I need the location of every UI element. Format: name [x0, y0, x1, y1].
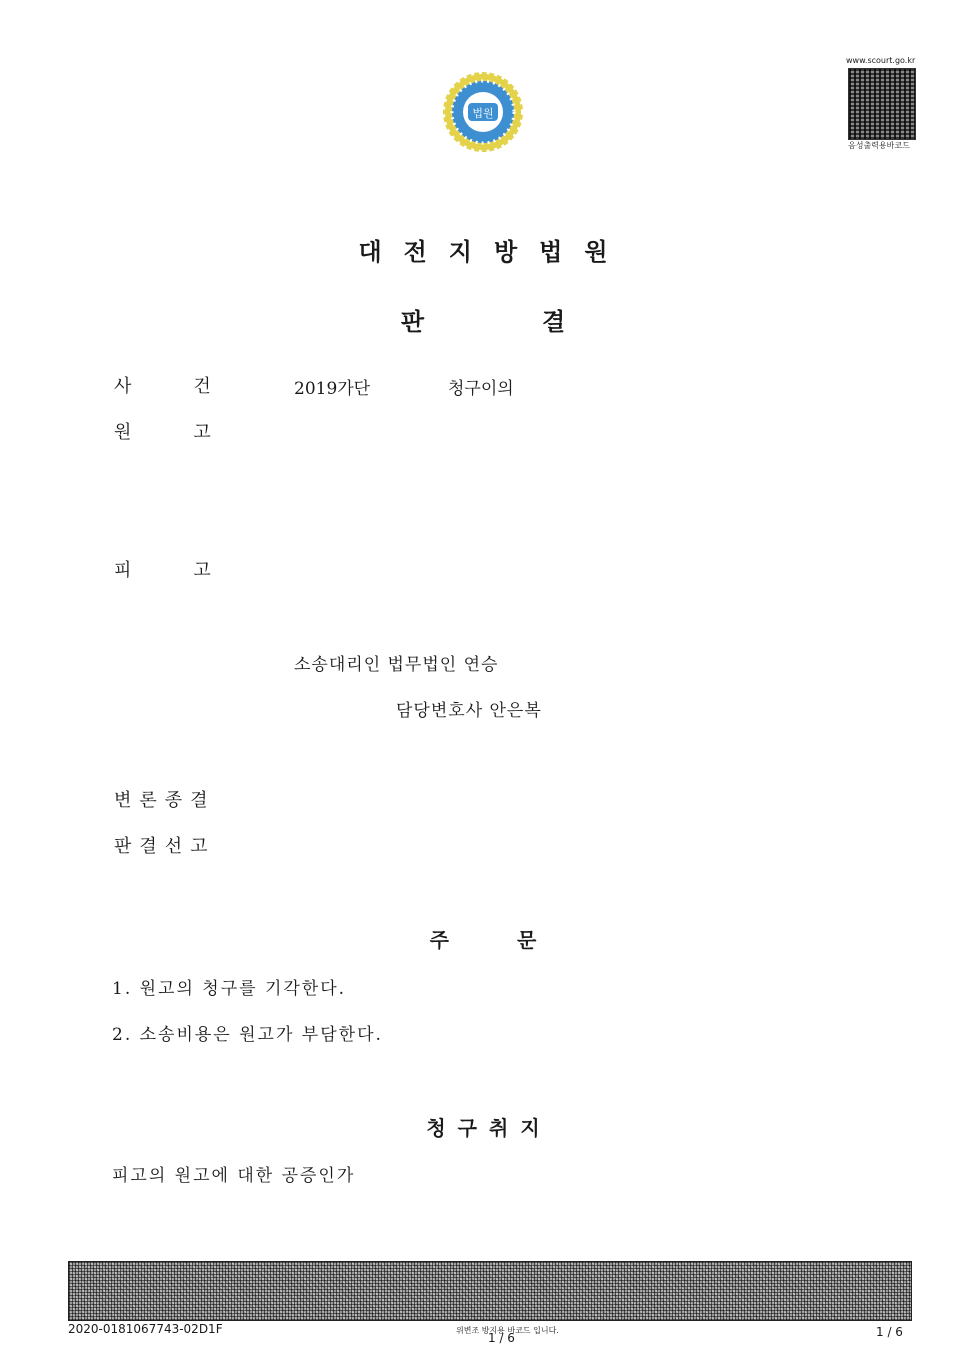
barcode-note: 위변조 방지용 바코드 입니다. — [456, 1326, 559, 1335]
seal-text: 법원 — [472, 107, 494, 120]
claim-title: 청구취지 — [426, 1116, 552, 1140]
qr-code — [848, 68, 916, 140]
attorney: 담당변호사 안은복 — [396, 701, 542, 721]
case-name: 청구이의 — [448, 379, 514, 399]
verdict-label: 판결선고 — [114, 836, 216, 857]
qr-caption: 음성출력용바코드 — [848, 141, 910, 150]
order-title: 주문 — [429, 928, 605, 952]
case-number: 2019가단 — [294, 379, 371, 399]
page-number: 1 / 6 — [876, 1325, 903, 1339]
anti-forgery-barcode — [68, 1261, 912, 1321]
claim-text: 피고의 원고에 대한 공증인가 — [112, 1166, 356, 1186]
document-id: 2020-0181067743-02D1F — [68, 1322, 223, 1336]
document-title: 판결 — [400, 307, 684, 336]
order-item: 2. 소송비용은 원고가 부담한다. — [112, 1025, 383, 1045]
case-label: 사건 — [114, 376, 273, 397]
counsel: 소송대리인 법무법인 연승 — [294, 655, 499, 675]
court-name: 대전지방법원 — [358, 237, 630, 266]
argument-closed-label: 변론종결 — [114, 790, 216, 811]
defendant-label: 피고 — [114, 560, 273, 581]
page-number-center: 1 / 6 — [488, 1331, 515, 1345]
plaintiff-label: 원고 — [114, 422, 273, 443]
order-item: 1. 원고의 청구를 기각한다. — [112, 979, 347, 999]
court-seal-logo — [437, 66, 529, 158]
qr-url: www.scourt.go.kr — [846, 56, 916, 65]
